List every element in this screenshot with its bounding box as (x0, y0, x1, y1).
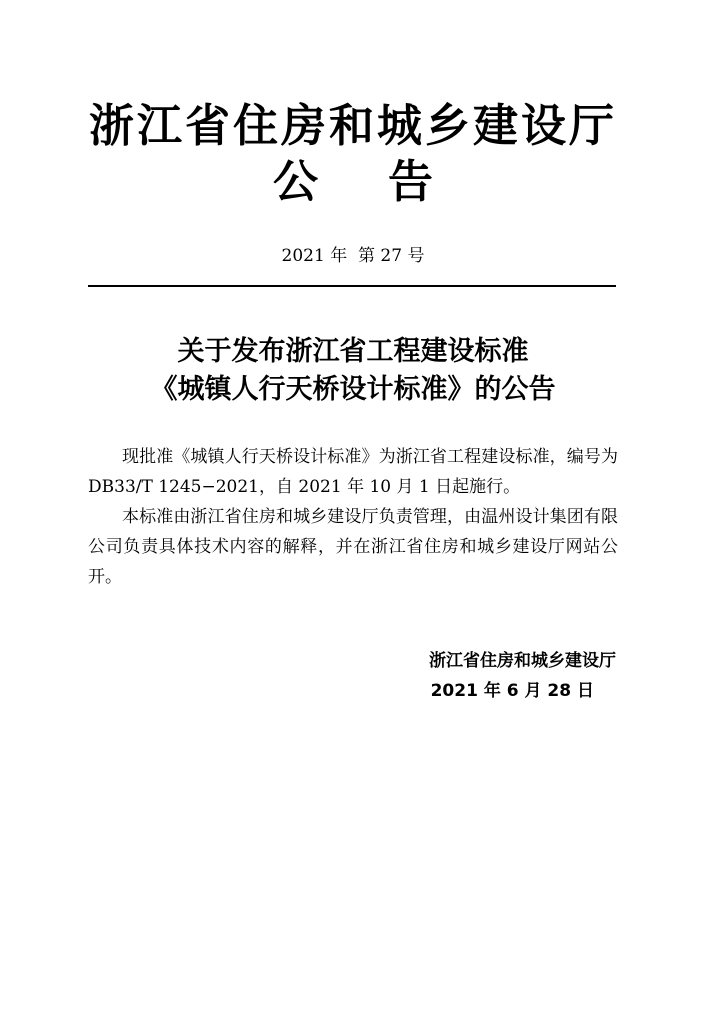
announcement-headline (0, 333, 706, 409)
notice-char-gong: 公 (272, 155, 318, 208)
document-number: 2021 年 第 27 号 (281, 246, 425, 266)
issuer-name: 浙江省住房和城乡建设厅 (429, 651, 616, 671)
header-divider (88, 285, 616, 287)
notice-char-gao: 告 (388, 155, 434, 208)
issue-date: 2021 年 6 月 28 日 (430, 681, 594, 701)
headline-line-1: 关于发布浙江省工程建设标准 (177, 336, 529, 367)
signature-block (429, 646, 616, 706)
announcement-body (88, 442, 618, 592)
body-paragraph-2: 本标准由浙江省住房和城乡建设厅负责管理，由温州设计集团有限公司负责具体技术内容的解释，并在浙江省住房和城乡建设厅网站公开。 (88, 507, 618, 587)
body-paragraph-1: 现批准《城镇人行天桥设计标准》为浙江省工程建设标准，编号为 DB33/T 1245−2021，自 2021 年 10 月 1 日起施行。 (88, 447, 618, 497)
notice-heading (0, 154, 706, 210)
agency-title: 浙江省住房和城乡建设厅 (88, 99, 617, 152)
headline-line-2: 《城镇人行天桥设计标准》的公告 (150, 374, 556, 405)
